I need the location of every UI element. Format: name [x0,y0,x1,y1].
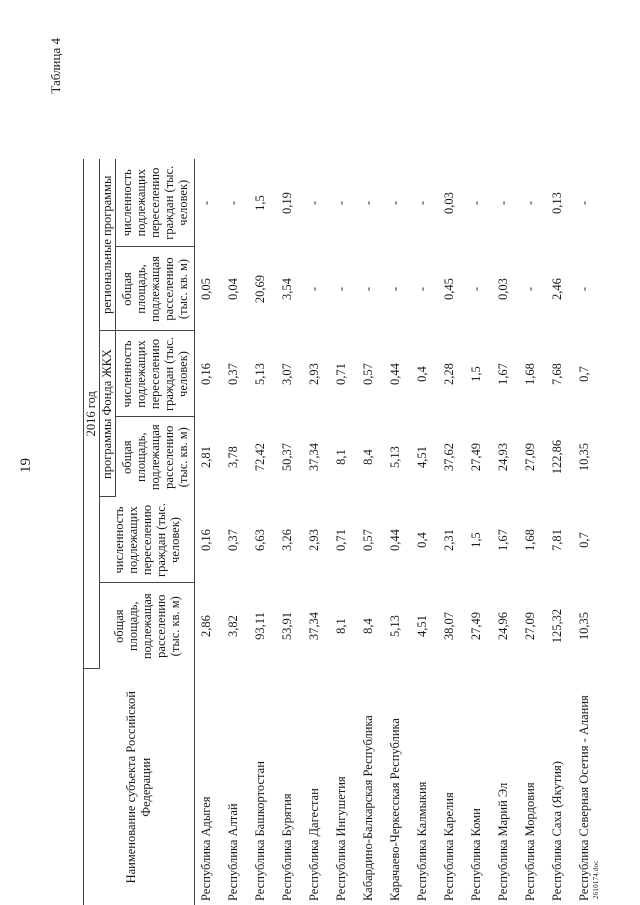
fund-people-cell: 0,4 [415,366,429,382]
total-area-cell: 125,32 [550,608,564,644]
fund-area-cell: 10,35 [577,442,591,472]
total-area-cell: 5,13 [388,615,402,637]
fund-people-cell: 1,68 [523,363,537,385]
header-fund-area: общая площадь, подлежащая расселению (тыс. кв. м) [116,417,195,497]
fund-people-cell: 7,68 [550,363,564,385]
fund-people-cell: 0,44 [388,363,402,385]
fund-area-cell: 122,86 [550,439,564,475]
total-people-cell: 2,93 [307,529,321,551]
total-area-cell: 2,86 [199,615,213,637]
fund-area-cell: 27,49 [469,442,483,472]
table-row [519,159,546,905]
fund-area-cell: 4,51 [415,446,429,468]
regional-people-cell: - [577,200,591,206]
resettlement-table [83,159,600,905]
subject-name-cell: Республика Дагестан [307,788,321,901]
subject-name-cell: Республика Бурятия [280,793,294,901]
regional-people-cell: 0,13 [550,192,564,214]
subject-name-cell: Карачаево-Черкесская Республика [388,718,402,901]
subject-name-cell: Республика Алтай [226,803,240,901]
regional-area-cell: 0,05 [199,278,213,300]
total-area-cell: 8,4 [361,618,375,634]
total-people-cell: 0,7 [577,532,591,548]
fund-people-cell: 0,7 [577,366,591,382]
total-people-cell: 1,67 [496,529,510,551]
regional-area-cell: 20,69 [253,274,267,304]
regional-area-cell: - [361,286,375,292]
total-area-cell: 27,09 [523,611,537,641]
total-people-cell: 0,44 [388,529,402,551]
table-row [492,159,519,905]
total-people-cell: 7,81 [550,529,564,551]
regional-people-cell: 0,03 [442,192,456,214]
table-row [222,159,249,905]
fund-area-cell: 27,09 [523,442,537,472]
regional-area-cell: - [577,286,591,292]
table-label: Таблица 4 [48,38,63,94]
regional-people-cell: - [415,200,429,206]
regional-area-cell: 3,54 [280,278,294,300]
fund-people-cell: 0,37 [226,363,240,385]
regional-people-cell: - [388,200,402,206]
table-row [438,159,465,905]
fund-people-cell: 0,57 [361,363,375,385]
header-fund-people: численность подлежащих переселению граждан (тыс. человек) [116,331,195,417]
table-row [357,159,384,905]
fund-area-cell: 8,1 [334,449,348,465]
regional-area-cell: - [469,286,483,292]
total-people-cell: 0,71 [334,529,348,551]
total-people-cell: 3,26 [280,529,294,551]
fund-area-cell: 5,13 [388,446,402,468]
subject-name-cell: Республика Северная Осетия - Алания [577,695,591,901]
regional-people-cell: - [226,200,240,206]
total-people-cell: 1,5 [469,532,483,548]
total-area-cell: 24,96 [496,611,510,641]
subject-name-cell: Кабардино-Балкарская Республика [361,715,375,901]
regional-area-cell: - [415,286,429,292]
header-total-area: общая площадь, подлежащая расселению (тыс. кв. м) [100,583,195,669]
total-area-cell: 4,51 [415,615,429,637]
regional-people-cell: - [469,200,483,206]
page-number: 19 [18,458,34,473]
fund-area-cell: 37,34 [307,442,321,472]
header-year: 2016 год [84,159,100,669]
subject-name-cell: Республика Коми [469,808,483,901]
total-area-cell: 27,49 [469,611,483,641]
regional-area-cell: - [334,286,348,292]
fund-people-cell: 0,71 [334,363,348,385]
regional-people-cell: - [334,200,348,206]
fund-area-cell: 2,81 [199,446,213,468]
regional-people-cell: - [523,200,537,206]
fund-people-cell: 0,16 [199,363,213,385]
header-total-people: численность подлежащих переселению граждан (тыс. человек) [100,497,195,583]
total-area-cell: 8,1 [334,618,348,634]
regional-people-cell: - [199,200,213,206]
subject-name-cell: Республика Ингушетия [334,776,348,901]
fund-area-cell: 72,42 [253,442,267,472]
table-row [465,159,492,905]
fund-area-cell: 50,37 [280,442,294,472]
fund-area-cell: 3,78 [226,446,240,468]
fund-people-cell: 2,93 [307,363,321,385]
total-area-cell: 53,91 [280,611,294,641]
subject-name-cell: Республика Мордовия [523,782,537,901]
table-row [303,159,330,905]
fund-area-cell: 8,4 [361,449,375,465]
subject-name-cell: Республика Калмыкия [415,781,429,901]
table-row [195,159,223,905]
regional-area-cell: 0,03 [496,278,510,300]
total-area-cell: 10,35 [577,611,591,641]
header-subject: Наименование субъекта Российской Федерации [84,669,195,905]
total-people-cell: 2,31 [442,529,456,551]
header-regional-programs: региональные программы [100,159,116,331]
subject-name-cell: Республика Марий Эл [496,782,510,901]
total-people-cell: 1,68 [523,529,537,551]
regional-people-cell: - [361,200,375,206]
regional-people-cell: 0,19 [280,192,294,214]
total-area-cell: 93,11 [253,612,267,640]
total-people-cell: 0,57 [361,529,375,551]
table-row [546,159,573,905]
subject-name-cell: Республика Адыгея [199,796,213,901]
table-row [276,159,303,905]
regional-area-cell: - [307,286,321,292]
file-name: 2610174.doc [592,860,600,899]
total-people-cell: 6,63 [253,529,267,551]
fund-area-cell: 37,62 [442,442,456,472]
regional-area-cell: 0,45 [442,278,456,300]
fund-people-cell: 1,67 [496,363,510,385]
table-row [384,159,411,905]
header-regional-people: численность подлежащих переселению граждан (тыс. человек) [116,159,195,247]
total-people-cell: 0,16 [199,529,213,551]
total-people-cell: 0,4 [415,532,429,548]
total-area-cell: 3,82 [226,615,240,637]
fund-people-cell: 5,13 [253,363,267,385]
regional-people-cell: 1,5 [253,195,267,211]
fund-people-cell: 2,28 [442,363,456,385]
table-row [573,159,600,905]
total-area-cell: 37,34 [307,611,321,641]
table-row [330,159,357,905]
regional-people-cell: - [496,200,510,206]
regional-area-cell: 0,04 [226,278,240,300]
subject-name-cell: Республика Карелия [442,792,456,901]
total-area-cell: 38,07 [442,611,456,641]
regional-people-cell: - [307,200,321,206]
subject-name-cell: Республика Саха (Якутия) [550,761,564,901]
header-regional-area: общая площадь, подлежащая расселению (тыс. кв. м) [116,247,195,331]
subject-name-cell: Республика Башкортостан [253,761,267,901]
fund-people-cell: 3,07 [280,363,294,385]
fund-area-cell: 24,93 [496,442,510,472]
regional-area-cell: - [388,286,402,292]
header-fund-programs: программы Фонда ЖКХ [100,331,116,497]
total-people-cell: 0,37 [226,529,240,551]
table-row [249,159,276,905]
regional-area-cell: 2,46 [550,278,564,300]
regional-area-cell: - [523,286,537,292]
table-row [411,159,438,905]
fund-people-cell: 1,5 [469,366,483,382]
